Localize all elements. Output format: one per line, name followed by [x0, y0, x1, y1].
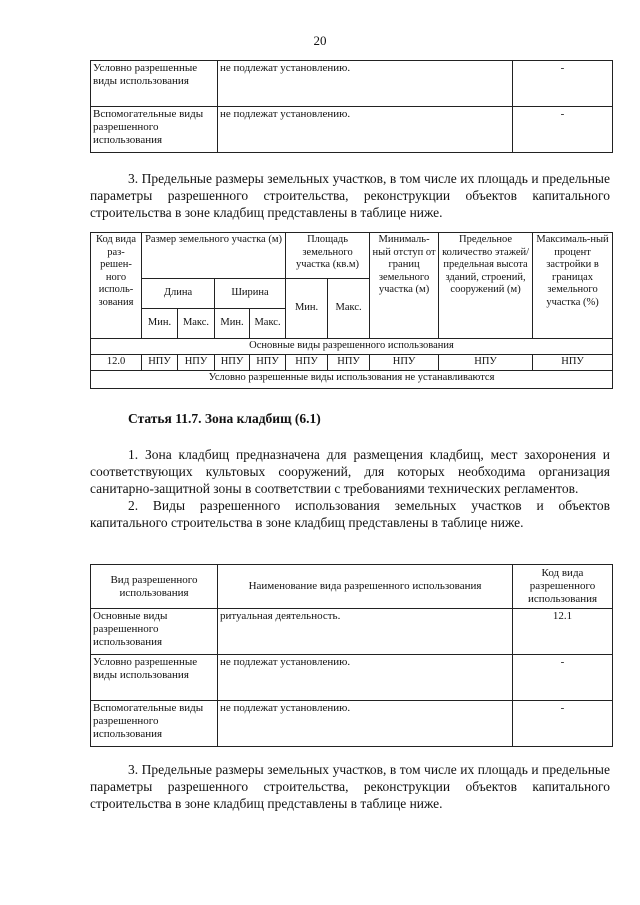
code-cell: 12.1: [513, 609, 613, 655]
cell: НПУ: [250, 355, 286, 371]
paragraph-limits-2: [90, 761, 610, 812]
header-code: Код вида раз-решен-ного исполь-зования: [91, 233, 142, 339]
paragraph-limits-1: [90, 170, 610, 221]
section-conditional: Условно разрешенные виды использования не устанавливаются: [91, 371, 613, 389]
name-cell: не подлежат установлению.: [218, 61, 513, 107]
code-cell: -: [513, 701, 613, 747]
cell: 12.0: [91, 355, 142, 371]
cell: НПУ: [439, 355, 533, 371]
table-row: [91, 107, 613, 153]
header-floors: Предельное количество этажей/ предельная высота зданий, строений, сооружений (м): [439, 233, 533, 339]
page-number: 20: [313, 33, 327, 48]
header-length-min: Мин.: [142, 309, 178, 339]
name-cell: не подлежат установлению.: [218, 701, 513, 747]
header-width-min: Мин.: [215, 309, 250, 339]
cell: НПУ: [215, 355, 250, 371]
table-row: [91, 655, 613, 701]
header-length: Длина: [142, 279, 215, 309]
cell: НПУ: [286, 355, 328, 371]
name-cell: не подлежат установлению.: [218, 655, 513, 701]
header-type: Вид разрешенного использования: [91, 565, 218, 609]
header-code: Код вида разрешенного использования: [513, 565, 613, 609]
types-table: [90, 564, 613, 747]
table-row: [91, 61, 613, 107]
paragraph-text: 3. Предельные размеры земельных участков, в том числе их площадь и предельные параметры разрешенного строительства, реконструкции объектов капитального строительства в зоне кладбищ представлены в таблице ниже.: [90, 762, 610, 811]
code-cell: -: [513, 61, 613, 107]
params-table: [90, 232, 613, 389]
paragraph-text: 1. Зона кладбищ предназначена для размещения кладбищ, мест захоронения и соответствующих культовых сооружений, для которых необходима организация санитарно-защитной зоны в соответствии с требованиями технических регламентов.: [90, 447, 610, 496]
article-heading: Статья 11.7. Зона кладбищ (6.1): [128, 411, 321, 426]
header-width: Ширина: [215, 279, 286, 309]
table-row: [91, 355, 613, 371]
cell: НПУ: [370, 355, 439, 371]
paragraph-text: 2. Виды разрешенного использования земельных участков и объектов капитального строительства в зоне кладбищ представлены в таблице ниже.: [90, 498, 610, 530]
name-cell: не подлежат установлению.: [218, 107, 513, 153]
cell: НПУ: [178, 355, 215, 371]
top-types-table: [90, 60, 613, 153]
type-cell: Вспомогательные виды разрешенного использования: [91, 701, 218, 747]
code-cell: -: [513, 655, 613, 701]
type-cell: Условно разрешенные виды использования: [91, 655, 218, 701]
cell: НПУ: [328, 355, 370, 371]
header-area-min: Мин.: [286, 279, 328, 339]
table-row: [91, 701, 613, 747]
type-cell: Условно разрешенные виды использования: [91, 61, 218, 107]
header-setback: Минималь-ный отступ от границ земельного участка (м): [370, 233, 439, 339]
header-area: Площадь земельного участка (кв.м): [286, 233, 370, 279]
header-width-max: Макс.: [250, 309, 286, 339]
paragraph-purpose: [90, 446, 610, 531]
header-area-max: Макс.: [328, 279, 370, 339]
header-percent: Максималь-ный процент застройки в границах земельного участка (%): [533, 233, 613, 339]
cell: НПУ: [533, 355, 613, 371]
code-cell: -: [513, 107, 613, 153]
paragraph-text: 3. Предельные размеры земельных участков, в том числе их площадь и предельные параметры разрешенного строительства, реконструкции объектов капитального строительства в зоне кладбищ представлены в таблице ниже.: [90, 171, 610, 220]
header-name: Наименование вида разрешенного использования: [218, 565, 513, 609]
type-cell: Вспомогательные виды разрешенного использования: [91, 107, 218, 153]
cell: НПУ: [142, 355, 178, 371]
name-cell: ритуальная деятельность.: [218, 609, 513, 655]
header-size: Размер земельного участка (м): [142, 233, 286, 279]
table-row: [91, 609, 613, 655]
header-length-max: Макс.: [178, 309, 215, 339]
section-main: Основные виды разрешенного использования: [91, 339, 613, 355]
type-cell: Основные виды разрешенного использования: [91, 609, 218, 655]
